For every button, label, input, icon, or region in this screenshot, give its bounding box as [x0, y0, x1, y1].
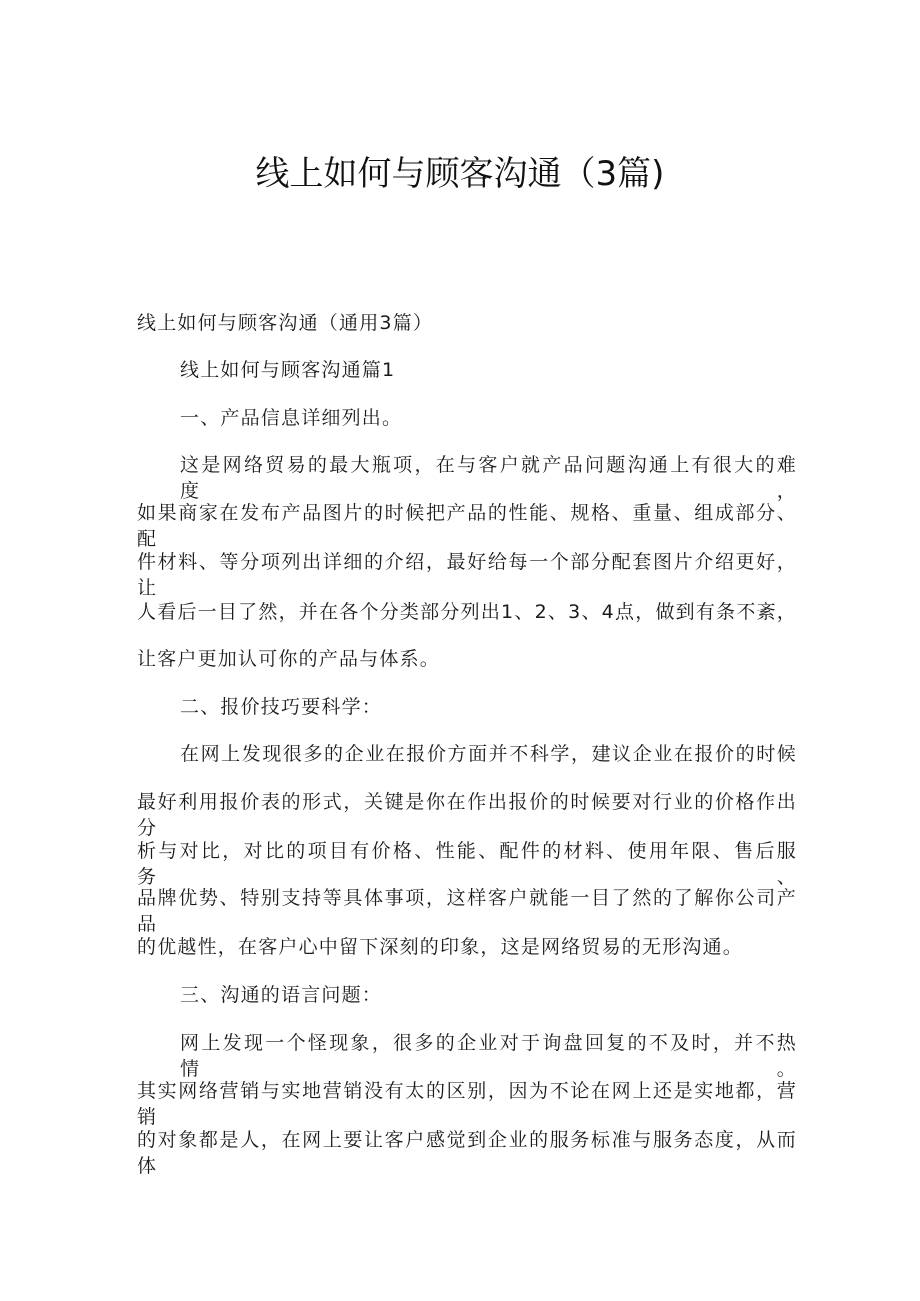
paragraph-line: 析与对比，对比的项目有价格、性能、配件的材料、使用年限、售后服务、	[137, 840, 797, 888]
point-heading-2: 二、报价技巧要科学：	[180, 696, 383, 718]
document-subtitle: 线上如何与顾客沟通（通用3篇）	[137, 312, 434, 334]
paragraph-line: 网上发现一个怪现象，很多的企业对于询盘回复的不及时，并不热情。	[180, 1032, 797, 1080]
paragraph-line: 这是网络贸易的最大瓶项，在与客户就产品问题沟通上有很大的难度，	[180, 454, 797, 502]
paragraph-line: 件材料、等分项列出详细的介绍，最好给每一个部分配套图片介绍更好，让	[137, 551, 797, 599]
paragraph-line: 最好利用报价表的形式，关键是你在作出报价的时候要对行业的价格作出分	[137, 791, 797, 839]
point-heading-1: 一、产品信息详细列出。	[180, 407, 403, 429]
document-title: 线上如何与顾客沟通（3篇)	[255, 154, 665, 194]
point-heading-3: 三、沟通的语言问题：	[180, 984, 383, 1006]
paragraph-line: 其实网络营销与实地营销没有太的区别，因为不论在网上还是实地都，营销	[137, 1080, 797, 1128]
paragraph-line: 在网上发现很多的企业在报价方面并不科学，建议企业在报价的时候	[180, 743, 797, 765]
paragraph-line: 如果商家在发布产品图片的时候把产品的性能、规格、重量、组成部分、配	[137, 502, 797, 550]
paragraph-line: 的对象都是人，在网上要让客户感觉到企业的服务标准与服务态度，从而体	[137, 1129, 797, 1177]
paragraph-line: 人看后一目了然，并在各个分类部分列出1、2、3、4点，做到有条不紊，	[137, 601, 797, 623]
section-heading: 线上如何与顾客沟通篇1	[180, 359, 396, 381]
paragraph-line: 让客户更加认可你的产品与体系。	[137, 648, 441, 670]
paragraph-line: 的优越性，在客户心中留下深刻的印象，这是网络贸易的无形沟通。	[137, 936, 744, 958]
paragraph-line: 品牌优势、特别支持等具体事项，这样客户就能一目了然的了解你公司产品	[137, 887, 797, 935]
